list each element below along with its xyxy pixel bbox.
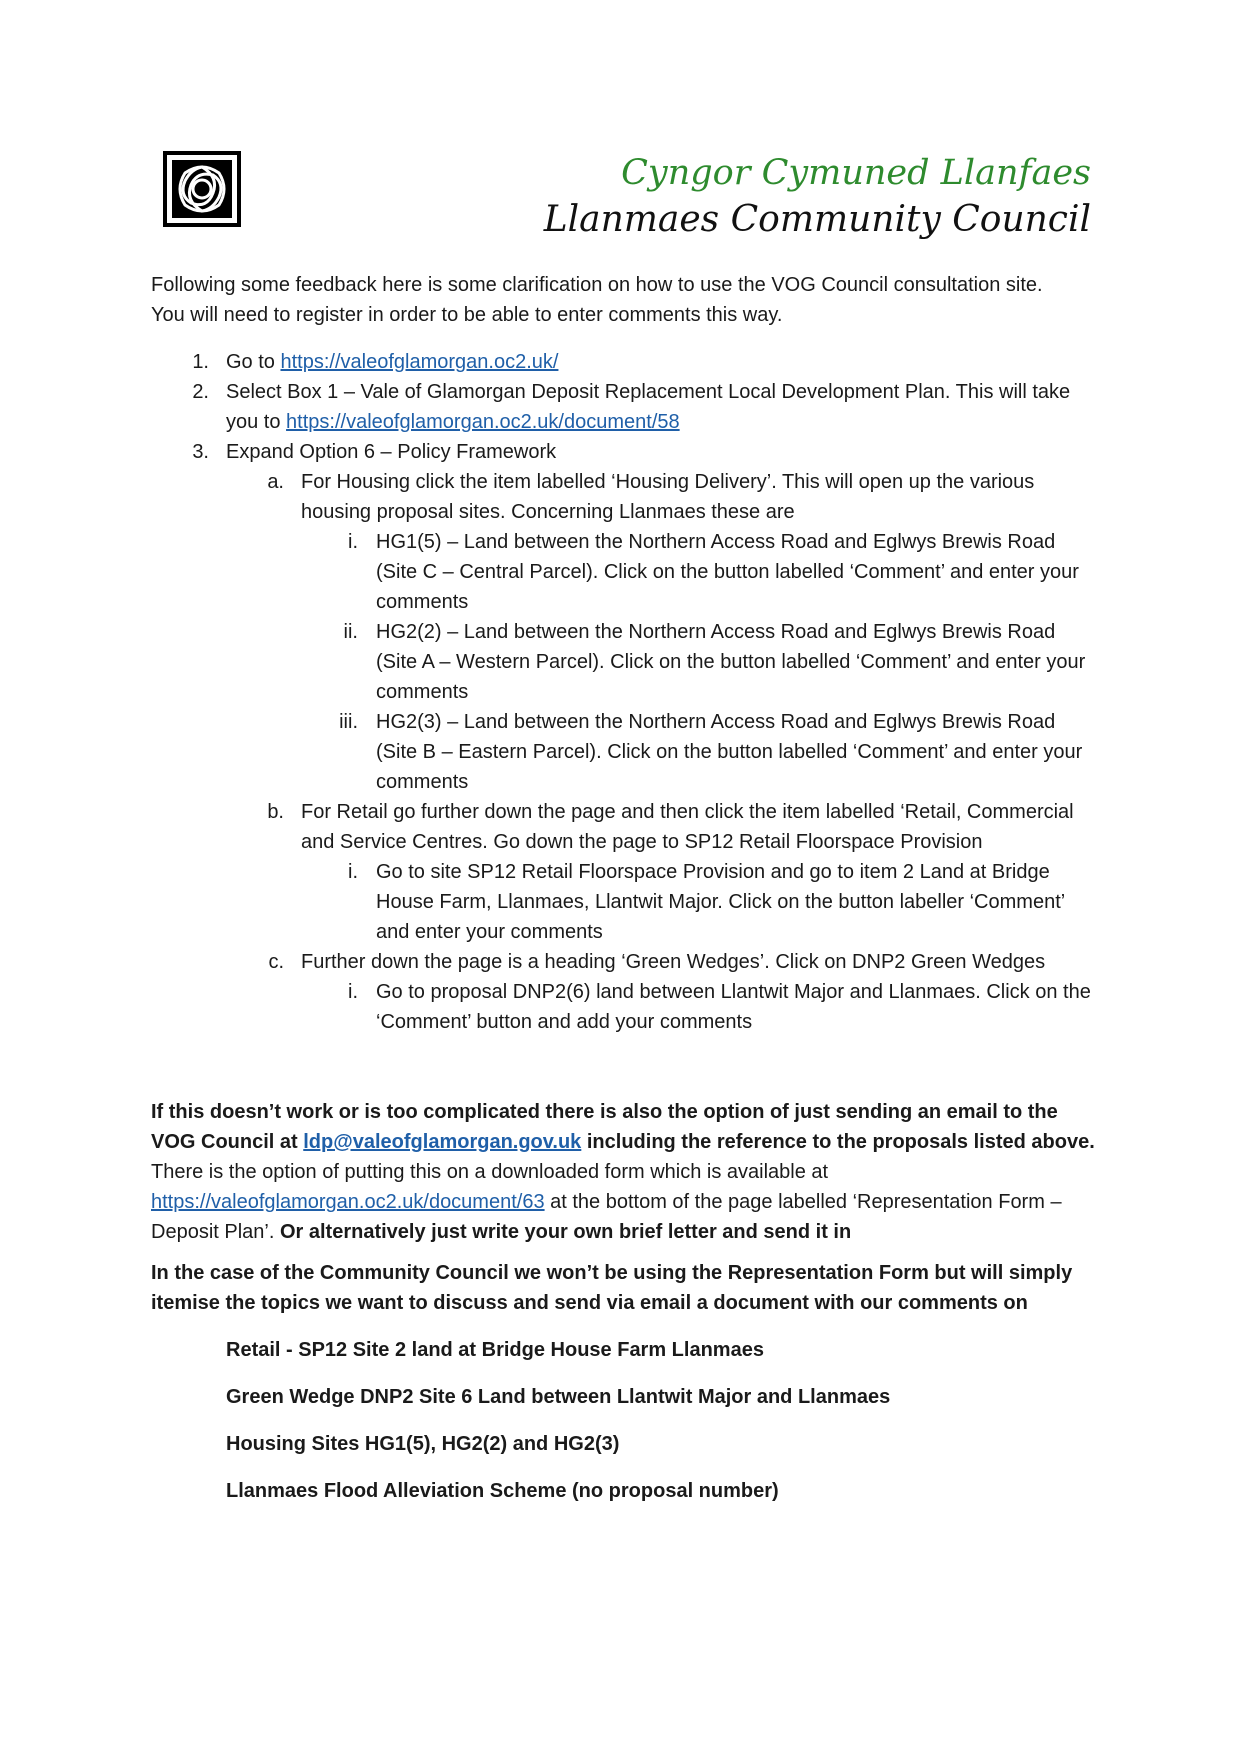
- list-item-green-wedges: [151, 947, 1101, 977]
- list-item-hg1-5: [151, 527, 1101, 617]
- intro-line-2: You will need to register in order to be able to enter comments this way.: [151, 304, 783, 326]
- list-marker: iii.: [339, 711, 358, 733]
- list-marker: c.: [268, 951, 284, 973]
- step-1-text: Go to: [226, 351, 281, 373]
- alternative-bold-start: If this doesn’t work or is too complicated there is also the option of just sending an email to the VOG Council at: [151, 1101, 1058, 1153]
- email-link[interactable]: ldp@valeofglamorgan.gov.uk: [303, 1131, 582, 1153]
- hg2-3-text: HG2(3) – Land between the Northern Access Road and Eglwys Brewis Road (Site B – Eastern Parcel). Click on the button labelled ‘Comment’ and enter your comments: [376, 711, 1083, 793]
- celtic-knot-logo: [163, 151, 241, 227]
- community-note-text: In the case of the Community Council we won’t be using the Representation Form but will simply itemise the topics we want to discuss and send via email a document with our comments on: [151, 1262, 1073, 1314]
- alternative-bold-end: Or alternatively just write your own brief letter and send it in: [279, 1221, 852, 1243]
- list-item-step-2: [151, 377, 1101, 437]
- list-marker: a.: [267, 471, 284, 493]
- list-item-hg2-2: [151, 617, 1101, 707]
- alternative-text-2: at the bottom of the page labelled ‘Representation Form – Deposit Plan’.: [151, 1191, 1062, 1243]
- step-3-text: Expand Option 6 – Policy Framework: [226, 441, 557, 463]
- list-item-hg2-3: [151, 707, 1101, 797]
- list-marker: 3.: [192, 441, 209, 463]
- list-item-dnp2-6: [151, 977, 1101, 1037]
- hg1-5-text: HG1(5) – Land between the Northern Access Road and Eglwys Brewis Road (Site C – Central Parcel). Click on the button labelled ‘Comment’ and enter your comments: [376, 531, 1079, 613]
- document-63-link[interactable]: https://valeofglamorgan.oc2.uk/document/63: [151, 1191, 545, 1213]
- list-marker: b.: [267, 801, 284, 823]
- title-english: Llanmaes Community Council: [543, 199, 1091, 240]
- dnp2-6-text: Go to proposal DNP2(6) land between Llantwit Major and Llanmaes. Click on the ‘Comment’ button and add your comments: [376, 981, 1091, 1033]
- list-marker: i.: [348, 861, 358, 883]
- list-marker: i.: [348, 981, 358, 1003]
- list-item-step-3: [151, 437, 1101, 467]
- instructions-list: [151, 347, 1101, 1037]
- topic-item: Housing Sites HG1(5), HG2(2) and HG2(3): [226, 1433, 620, 1455]
- council-header: [544, 150, 1091, 244]
- consultation-site-link[interactable]: https://valeofglamorgan.oc2.uk/: [280, 351, 559, 373]
- document-58-link[interactable]: https://valeofglamorgan.oc2.uk/document/58: [286, 411, 680, 433]
- sp12-text: Go to site SP12 Retail Floorspace Provision and go to item 2 Land at Bridge House Farm, Llanmaes, Llantwit Major. Click on the button labeller ‘Comment’ and enter your comments: [376, 861, 1065, 943]
- intro-line-1: Following some feedback here is some clarification on how to use the VOG Council consultation site.: [151, 274, 1043, 296]
- alternative-paragraph: [151, 1097, 1101, 1247]
- list-marker: 1.: [192, 351, 209, 373]
- title-welsh: Cyngor Cymuned Llanfaes: [621, 153, 1091, 193]
- list-item-retail: [151, 797, 1101, 857]
- list-marker: ii.: [343, 621, 358, 643]
- alternative-text-1: There is the option of putting this on a downloaded form which is available at: [151, 1161, 829, 1183]
- intro-paragraph: [151, 270, 1101, 330]
- topics-list: [151, 1335, 1101, 1506]
- step-2-text: Select Box 1 – Vale of Glamorgan Deposit Replacement Local Development Plan. This will take you to: [226, 381, 1071, 433]
- list-item-housing: [151, 467, 1101, 527]
- alternative-bold-mid: including the reference to the proposals listed above.: [581, 1131, 1095, 1153]
- list-marker: 2.: [192, 381, 209, 403]
- list-marker: i.: [348, 531, 358, 553]
- green-wedges-text: Further down the page is a heading ‘Green Wedges’. Click on DNP2 Green Wedges: [301, 951, 1046, 973]
- list-item-sp12: [151, 857, 1101, 947]
- community-note: [151, 1258, 1101, 1318]
- document-body: [151, 270, 1101, 1506]
- housing-text: For Housing click the item labelled ‘Housing Delivery’. This will open up the various housing proposal sites. Concerning Llanmaes these are: [301, 471, 1035, 523]
- hg2-2-text: HG2(2) – Land between the Northern Access Road and Eglwys Brewis Road (Site A – Western Parcel). Click on the button labelled ‘Comment’ and enter your comments: [376, 621, 1086, 703]
- topic-item: Retail - SP12 Site 2 land at Bridge House Farm Llanmaes: [226, 1339, 764, 1361]
- topic-item: Llanmaes Flood Alleviation Scheme (no proposal number): [226, 1480, 779, 1502]
- topic-item: Green Wedge DNP2 Site 6 Land between Llantwit Major and Llanmaes: [226, 1386, 891, 1408]
- retail-text: For Retail go further down the page and then click the item labelled ‘Retail, Commercial and Service Centres. Go down the page to SP12 Retail Floorspace Provision: [301, 801, 1074, 853]
- list-item-step-1: [151, 347, 1101, 377]
